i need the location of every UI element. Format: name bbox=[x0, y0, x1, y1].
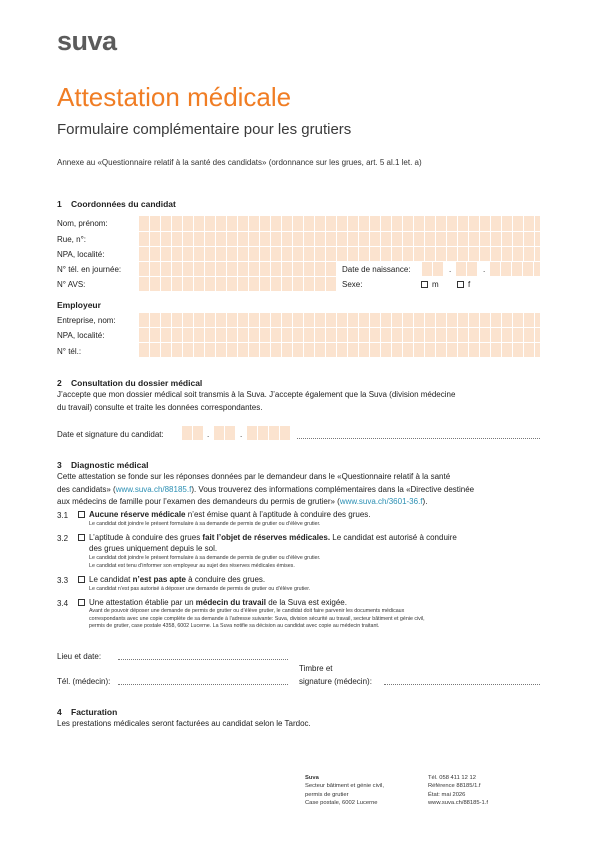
label-candidate-signature: Date et signature du candidat: bbox=[57, 430, 164, 439]
npa-field[interactable] bbox=[138, 247, 540, 261]
item-bold: n’est pas apte bbox=[132, 575, 186, 584]
doctor-phone-line[interactable] bbox=[118, 684, 288, 685]
consent-line: du travail) consulte et traite les données correspondantes. bbox=[57, 402, 263, 412]
label-company-phone: N° tél.: bbox=[57, 347, 82, 356]
item-number: 3.4 bbox=[57, 599, 69, 608]
item-3-1[interactable] bbox=[78, 510, 371, 519]
item-note: Le candidat n’est pas autorisé à déposer une demande de permis de grutier ou d’élève grutier. bbox=[89, 586, 311, 592]
section1-heading bbox=[57, 199, 176, 209]
birth-day-field[interactable] bbox=[421, 262, 443, 276]
suva-logo: suva bbox=[57, 26, 117, 56]
date-separator: . bbox=[449, 265, 452, 274]
item-3-3[interactable] bbox=[78, 575, 265, 584]
sign-month-field[interactable] bbox=[213, 426, 235, 440]
questionnaire-link[interactable]: www.suva.ch/88185.f bbox=[115, 484, 192, 494]
note-line: correspondants avec une copie complète de sa demande à l’adresse suivante: Suva, division sécurité au travail, secteur bâtiment et génie civil, bbox=[89, 615, 425, 622]
avs-field[interactable] bbox=[138, 277, 336, 291]
place-date-line[interactable] bbox=[118, 659, 288, 660]
directive-link[interactable]: www.suva.ch/3601-36.f bbox=[339, 497, 423, 506]
footer-org: Suva bbox=[305, 775, 319, 781]
label-street: Rue, n°: bbox=[57, 235, 86, 244]
item-text: Le candidat est autorisé à conduire bbox=[330, 533, 457, 542]
item-note bbox=[89, 555, 320, 570]
intro-text: aux médecins de famille pour l’examen des demandeurs du permis de grutier» ( bbox=[57, 497, 340, 506]
item-text: n’est émise quant à l’aptitude à conduire des grues. bbox=[185, 510, 371, 519]
footer-phone: Tél. 058 411 12 12 bbox=[428, 775, 476, 781]
birth-year-field[interactable] bbox=[489, 262, 540, 276]
doctor-signature-line[interactable] bbox=[384, 684, 540, 685]
item-bold: Aucune réserve médicale bbox=[89, 510, 186, 519]
sex-m-label: m bbox=[432, 280, 439, 289]
candidate-signature-line[interactable] bbox=[297, 438, 540, 439]
page-title: Attestation médicale bbox=[57, 82, 292, 112]
section4-number: 4 bbox=[57, 707, 62, 717]
label-place-date: Lieu et date: bbox=[57, 652, 102, 661]
checkbox-3-1[interactable] bbox=[78, 511, 85, 518]
footer-url[interactable]: www.suva.ch/88185-1.f bbox=[428, 799, 488, 806]
checkbox-female[interactable] bbox=[457, 281, 464, 288]
section2-title: Consultation du dossier médical bbox=[71, 378, 203, 388]
item-text: L’aptitude à conduire des grues bbox=[89, 533, 203, 542]
billing-text: Les prestations médicales seront facturées au candidat selon le Tardoc. bbox=[57, 719, 311, 728]
section1-number: 1 bbox=[57, 199, 62, 209]
section4-title: Facturation bbox=[71, 707, 118, 717]
sex-f-label: f bbox=[468, 280, 471, 289]
checkbox-3-3[interactable] bbox=[78, 576, 85, 583]
label-doctor-phone: Tél. (médecin): bbox=[57, 677, 111, 686]
section1-title: Coordonnées du candidat bbox=[71, 199, 176, 209]
checkbox-3-4[interactable] bbox=[78, 599, 85, 606]
footer-state: État: mai 2026 bbox=[428, 791, 466, 798]
item-text: Le candidat bbox=[89, 575, 133, 584]
note-line: Le candidat doit joindre le présent formulaire à sa demande de permis de grutier ou d’élève grutier. bbox=[89, 555, 321, 561]
intro-text: ). Vous trouverez des informations complémentaires dans la «Directive destinée bbox=[191, 484, 475, 494]
sign-day-field[interactable] bbox=[181, 426, 203, 440]
item-bold: fait l’objet de réserves médicales. bbox=[202, 533, 331, 542]
consent-line: J’accepte que mon dossier médical soit transmis à la Suva. J’accepte également que la Suva (division médecine bbox=[57, 390, 456, 399]
item-3-2[interactable] bbox=[78, 533, 457, 542]
sign-year-field[interactable] bbox=[246, 426, 291, 440]
section2-number: 2 bbox=[57, 378, 62, 388]
item-text: à conduire des grues. bbox=[185, 575, 266, 584]
intro-text: des candidats» ( bbox=[57, 484, 116, 494]
note-line: Le candidat est tenu d’informer son employeur au sujet des réserves médicales émises. bbox=[89, 562, 295, 569]
footer-address bbox=[305, 774, 384, 807]
item-number: 3.1 bbox=[57, 511, 69, 520]
label-doctor-signature: signature (médecin): bbox=[299, 677, 372, 686]
note-line: Avant de pouvoir déposer une demande de permis de grutier ou d’élève grutier, le candidat doit faire parvenir les documents médicaux bbox=[89, 608, 405, 614]
employer-heading: Employeur bbox=[57, 300, 101, 310]
date-separator: . bbox=[240, 430, 243, 439]
footer-line: permis de grutier bbox=[305, 791, 349, 798]
label-name: Nom, prénom: bbox=[57, 219, 108, 228]
item-text-line2: des grues uniquement depuis le sol. bbox=[89, 544, 218, 553]
sex-option-m[interactable] bbox=[421, 280, 439, 289]
annex-note: Annexe au «Questionnaire relatif à la santé des candidats» (ordonnance sur les grues, art. 5 al.1 let. a) bbox=[57, 158, 422, 167]
section2-heading bbox=[57, 378, 202, 388]
intro-line bbox=[57, 496, 547, 509]
date-separator: . bbox=[483, 265, 486, 274]
footer-reference bbox=[428, 774, 488, 807]
sex-option-f[interactable] bbox=[457, 280, 470, 289]
checkbox-male[interactable] bbox=[421, 281, 428, 288]
section3-title: Diagnostic médical bbox=[71, 460, 149, 470]
item-text: de la Suva est exigée. bbox=[266, 598, 347, 607]
intro-text: ). bbox=[422, 497, 428, 506]
footer-line: Case postale, 6002 Lucerne bbox=[305, 799, 378, 806]
label-npa: NPA, localité: bbox=[57, 250, 105, 259]
page-subtitle: Formulaire complémentaire pour les grutiers bbox=[57, 121, 352, 138]
note-line: permis de grutier, case postale 4358, 6002 Lucerne. La Suva notifie sa décision au candidat avec copie au médecin traitant. bbox=[89, 623, 380, 629]
section3-number: 3 bbox=[57, 460, 62, 470]
label-phone: N° tél. en journée: bbox=[57, 265, 122, 274]
company-npa-field[interactable] bbox=[138, 328, 540, 342]
name-field[interactable] bbox=[138, 216, 540, 231]
footer-ref: Référence 88185/1.f bbox=[428, 783, 481, 790]
label-birthdate: Date de naissance: bbox=[342, 265, 411, 274]
label-company-npa: NPA, localité: bbox=[57, 331, 105, 340]
item-3-4[interactable] bbox=[78, 598, 347, 607]
checkbox-3-2[interactable] bbox=[78, 534, 85, 541]
item-number: 3.2 bbox=[57, 534, 69, 543]
section3-heading bbox=[57, 460, 148, 470]
street-field[interactable] bbox=[138, 232, 540, 246]
company-phone-field[interactable] bbox=[138, 343, 540, 357]
item-note bbox=[89, 608, 425, 631]
intro-line: Cette attestation se fonde sur les réponses données par le demandeur dans le «Questionnaire relatif à la santé bbox=[57, 472, 451, 481]
section4-heading bbox=[57, 707, 117, 717]
item-note: Le candidat doit joindre le présent formulaire à sa demande de permis de grutier ou d’élève grutier. bbox=[89, 521, 321, 527]
label-sex: Sexe: bbox=[342, 280, 363, 289]
item-number: 3.3 bbox=[57, 576, 69, 585]
phone-field[interactable] bbox=[138, 262, 336, 276]
intro-line bbox=[57, 484, 547, 497]
consent-text bbox=[57, 389, 455, 414]
date-separator: . bbox=[207, 430, 210, 439]
label-stamp: Timbre et bbox=[299, 664, 333, 673]
label-company: Entreprise, nom: bbox=[57, 316, 116, 325]
label-avs: N° AVS: bbox=[57, 280, 86, 289]
diagnosis-intro bbox=[57, 471, 547, 509]
birth-month-field[interactable] bbox=[455, 262, 477, 276]
item-bold: médecin du travail bbox=[195, 598, 266, 607]
company-field[interactable] bbox=[138, 313, 540, 327]
footer-line: Secteur bâtiment et génie civil, bbox=[305, 783, 384, 790]
item-text: Une attestation établie par un bbox=[89, 598, 196, 607]
